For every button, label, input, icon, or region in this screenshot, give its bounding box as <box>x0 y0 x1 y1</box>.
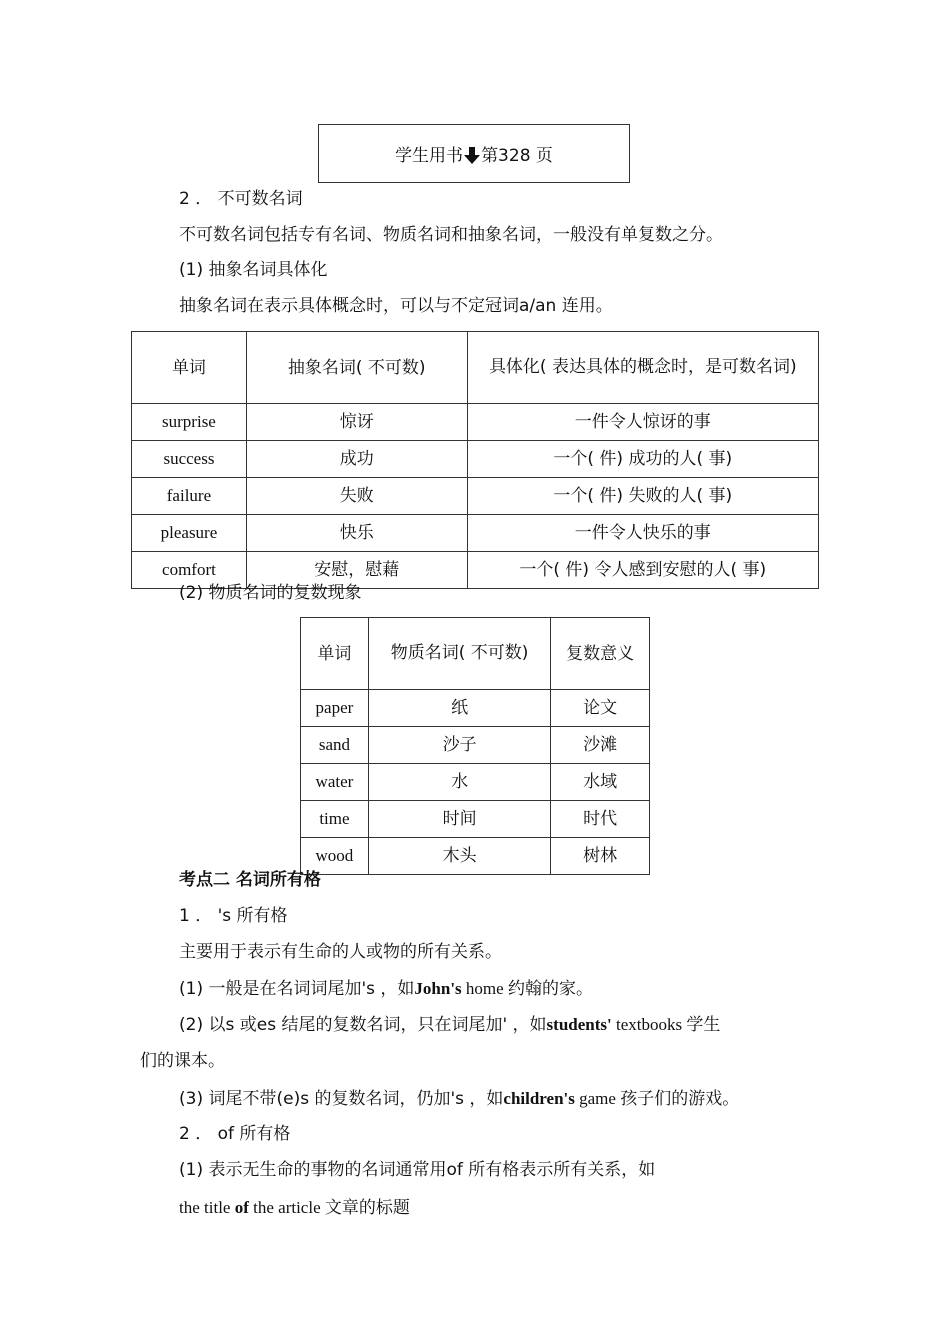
word-cell: sand <box>301 727 369 764</box>
word-cell: surprise <box>132 404 247 441</box>
subsection-2-title: (2) 物质名词的复数现象 <box>179 583 362 603</box>
possessive-s-paragraph: 主要用于表示有生命的人或物的所有关系。 <box>179 942 502 962</box>
possessive-item-2-continuation: 们的课本。 <box>140 1051 225 1071</box>
possessive-item-1 <box>179 980 593 998</box>
word-cell: time <box>301 801 369 838</box>
example-bold: of <box>234 1198 249 1217</box>
meaning-cell: 时间 <box>368 801 550 838</box>
concrete-cell: 一个( 件) 令人感到安慰的人( 事) <box>467 552 818 589</box>
meaning-cell: 沙子 <box>368 727 550 764</box>
concrete-cell: 一件令人惊讶的事 <box>467 404 818 441</box>
header-cell: 单词 <box>132 332 247 404</box>
header-cell: 抽象名词( 不可数) <box>246 332 467 404</box>
word-cell: water <box>301 764 369 801</box>
header-cell: 具体化( 表达具体的概念时，是可数名词) <box>467 332 818 404</box>
meaning-cell: 纸 <box>368 690 550 727</box>
table-row <box>132 515 819 552</box>
word-cell: comfort <box>132 552 247 589</box>
header-cell: 单词 <box>301 618 369 690</box>
table-row <box>301 801 650 838</box>
plural-meaning-cell: 水域 <box>551 764 650 801</box>
plural-meaning-cell: 论文 <box>551 690 650 727</box>
plural-meaning-cell: 树林 <box>551 838 650 875</box>
word-cell: wood <box>301 838 369 875</box>
meaning-cell: 快乐 <box>246 515 467 552</box>
table-row <box>132 441 819 478</box>
section-2-paragraph: 不可数名词包括专有名词、物质名词和抽象名词，一般没有单复数之分。 <box>179 225 723 245</box>
concrete-cell: 一个( 件) 失败的人( 事) <box>467 478 818 515</box>
table-row <box>301 764 650 801</box>
item-example-bold: John's <box>414 979 462 998</box>
example-text: the title <box>179 1198 235 1217</box>
table-header-row <box>301 618 650 690</box>
concrete-cell: 一件令人快乐的事 <box>467 515 818 552</box>
word-cell: failure <box>132 478 247 515</box>
possessive-item-2 <box>179 1016 720 1034</box>
arrow-down-icon <box>464 147 480 164</box>
meaning-cell: 成功 <box>246 441 467 478</box>
table-row <box>301 727 650 764</box>
of-possessive-example <box>179 1199 410 1216</box>
kaodian-2-heading: 考点二 名词所有格 <box>179 870 321 890</box>
table-row <box>301 690 650 727</box>
concrete-cell: 一个( 件) 成功的人( 事) <box>467 441 818 478</box>
of-possessive-item-1: (1) 表示无生命的事物的名词通常用of 所有格表示所有关系，如 <box>179 1160 656 1180</box>
table-header-row <box>132 332 819 404</box>
item-text: game 孩子们的游戏。 <box>574 1089 740 1108</box>
of-possessive-title: 2 ． of 所有格 <box>179 1124 291 1144</box>
example-text: the article 文章的标题 <box>248 1198 410 1217</box>
material-noun-table <box>300 617 650 875</box>
item-text: (2) 以s 或es 结尾的复数名词，只在词尾加' ，如 <box>179 1015 547 1035</box>
item-text: textbooks 学生 <box>611 1015 721 1034</box>
header-page-ref: 第328 页 <box>481 146 553 166</box>
table-row <box>132 478 819 515</box>
abstract-noun-table <box>131 331 819 589</box>
subsection-1-title: (1) 抽象名词具体化 <box>179 260 328 280</box>
meaning-cell: 木头 <box>368 838 550 875</box>
subsection-1-paragraph: 抽象名词在表示具体概念时，可以与不定冠词a/an 连用。 <box>179 296 613 316</box>
page-reference-box <box>318 124 630 183</box>
meaning-cell: 失败 <box>246 478 467 515</box>
plural-meaning-cell: 沙滩 <box>551 727 650 764</box>
possessive-item-3 <box>179 1090 739 1108</box>
table-row <box>132 404 819 441</box>
item-text: (1) 一般是在名词词尾加's ，如 <box>179 979 415 999</box>
word-cell: success <box>132 441 247 478</box>
meaning-cell: 安慰，慰藉 <box>246 552 467 589</box>
item-text: (3) 词尾不带(e)s 的复数名词，仍加's ，如 <box>179 1089 504 1109</box>
item-example-bold: children's <box>503 1089 575 1108</box>
table-row <box>301 838 650 875</box>
plural-meaning-cell: 时代 <box>551 801 650 838</box>
meaning-cell: 水 <box>368 764 550 801</box>
word-cell: pleasure <box>132 515 247 552</box>
page-reference-text <box>395 141 553 166</box>
header-cell: 物质名词( 不可数) <box>368 618 550 690</box>
section-2-title: 2 ． 不可数名词 <box>179 189 303 209</box>
item-example-bold: students' <box>546 1015 612 1034</box>
item-text: home 约翰的家。 <box>461 979 593 998</box>
possessive-s-title: 1 ． 's 所有格 <box>179 906 288 926</box>
header-prefix: 学生用书 <box>395 146 464 166</box>
word-cell: paper <box>301 690 369 727</box>
meaning-cell: 惊讶 <box>246 404 467 441</box>
header-cell: 复数意义 <box>551 618 650 690</box>
